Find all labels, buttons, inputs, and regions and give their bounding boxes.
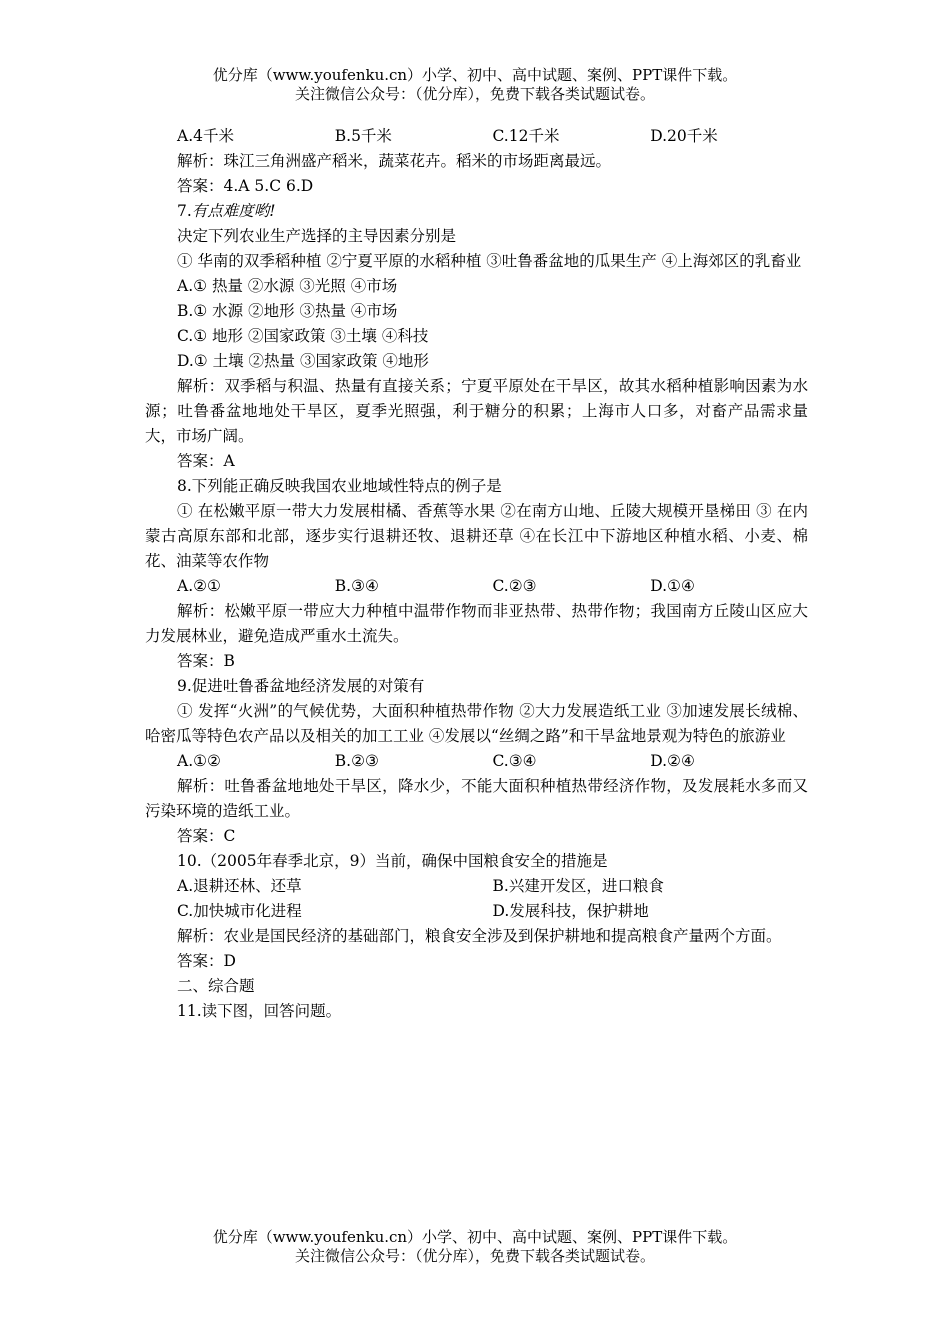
document-body [145,124,808,1024]
q7-option-c: C.① 地形 ②国家政策 ③土壤 ④科技 [177,327,429,345]
q7-stem: 决定下列农业生产选择的主导因素分别是 [177,227,457,245]
q10-options-row-2 [145,899,808,924]
option-b: B.5千米 [334,127,392,145]
option-d: D.发展科技，保护耕地 [492,902,649,920]
footer-line-2: 关注微信公众号：（优分库），免费下载各类试题试卷。 [294,1247,655,1265]
q10-stem: 10.（2005年春季北京，9）当前，确保中国粮食安全的措施是 [177,852,608,870]
q9-answer: 答案：C [177,827,236,845]
q7-number: 7. [177,202,192,220]
section-2-title: 二、综合题 [177,977,255,995]
page-header [0,66,950,104]
option-d: D.20千米 [650,127,718,145]
q9-stem: 9.促进吐鲁番盆地经济发展的对策有 [177,677,425,695]
q8-options [145,574,808,599]
page-footer [0,1228,950,1266]
footer-line-1: 优分库（www.youfenku.cn）小学、初中、高中试题、案例、PPT课件下载。 [212,1228,738,1246]
q8-items: ① 在松嫩平原一带大力发展柑橘、香蕉等水果 ②在南方山地、丘陵大规模开垦梯田 ③ 在内蒙古高原东部和北部，逐步实行退耕还牧、退耕还草 ④在长江中下游地区种植水稻、小麦、棉花、油菜等农作物 [145,502,808,570]
q10-analysis: 解析：农业是国民经济的基础部门，粮食安全涉及到保护耕地和提高粮食产量两个方面。 [177,927,782,945]
q7-analysis: 解析：双季稻与积温、热量有直接关系；宁夏平原处在干旱区，故其水稻种植影响因素为水源；吐鲁番盆地地处干旱区，夏季光照强，利于糖分的积累；上海市人口多，对畜产品需求量大，市场广阔。 [145,377,808,445]
q10-options-row-1 [145,874,808,899]
option-c: C.③④ [492,752,537,770]
q9-options [145,749,808,774]
option-b: B.③④ [334,577,379,595]
option-c: C.②③ [492,577,537,595]
option-a: A.4千米 [177,127,234,145]
header-line-2: 关注微信公众号：（优分库），免费下载各类试题试卷。 [294,85,655,103]
option-c: C.12千米 [492,127,560,145]
option-d: D.①④ [650,577,695,595]
q8-analysis: 解析：松嫩平原一带应大力种植中温带作物而非亚热带、热带作物；我国南方丘陵山区应大力发展林业，避免造成严重水土流失。 [145,602,808,645]
option-a: A.退耕还林、还草 [177,877,302,895]
q7-heading [145,199,808,224]
q7-items: ① 华南的双季稻种植 ②宁夏平原的水稻种植 ③吐鲁番盆地的瓜果生产 ④上海郊区的乳畜业 [177,252,802,270]
q10-answer: 答案：D [177,952,236,970]
option-c: C.加快城市化进程 [177,902,302,920]
q456-answer: 答案：4.A 5.C 6.D [177,177,314,195]
q7-answer: 答案：A [177,452,235,470]
q7-option-d: D.① 土壤 ②热量 ③国家政策 ④地形 [177,352,429,370]
option-b: B.②③ [334,752,379,770]
option-b: B.兴建开发区，进口粮食 [492,877,664,895]
q8-answer: 答案：B [177,652,235,670]
q9-items: ① 发挥“火洲”的气候优势，大面积种植热带作物 ②大力发展造纸工业 ③加速发展长绒棉、哈密瓜等特色农产品以及相关的加工工业 ④发展以“丝绸之路”和干旱盆地景观为特色的旅游业 [145,702,808,745]
q7-option-b: B.① 水源 ②地形 ③热量 ④市场 [177,302,398,320]
q8-stem: 8.下列能正确反映我国农业地域性特点的例子是 [177,477,502,495]
q9-analysis: 解析：吐鲁番盆地地处干旱区，降水少，不能大面积种植热带经济作物，及发展耗水多而又污染环境的造纸工业。 [145,777,808,820]
header-line-1: 优分库（www.youfenku.cn）小学、初中、高中试题、案例、PPT课件下载。 [212,66,738,84]
q11-stem: 11.读下图，回答问题。 [177,1002,342,1020]
q7-difficulty: 有点难度哟! [191,202,276,220]
option-a: A.①② [177,752,221,770]
q7-option-a: A.① 热量 ②水源 ③光照 ④市场 [177,277,398,295]
option-a: A.②① [177,577,221,595]
q456-options [145,124,808,149]
q456-analysis: 解析：珠江三角洲盛产稻米，蔬菜花卉。稻米的市场距离最远。 [177,152,612,170]
option-d: D.②④ [650,752,695,770]
